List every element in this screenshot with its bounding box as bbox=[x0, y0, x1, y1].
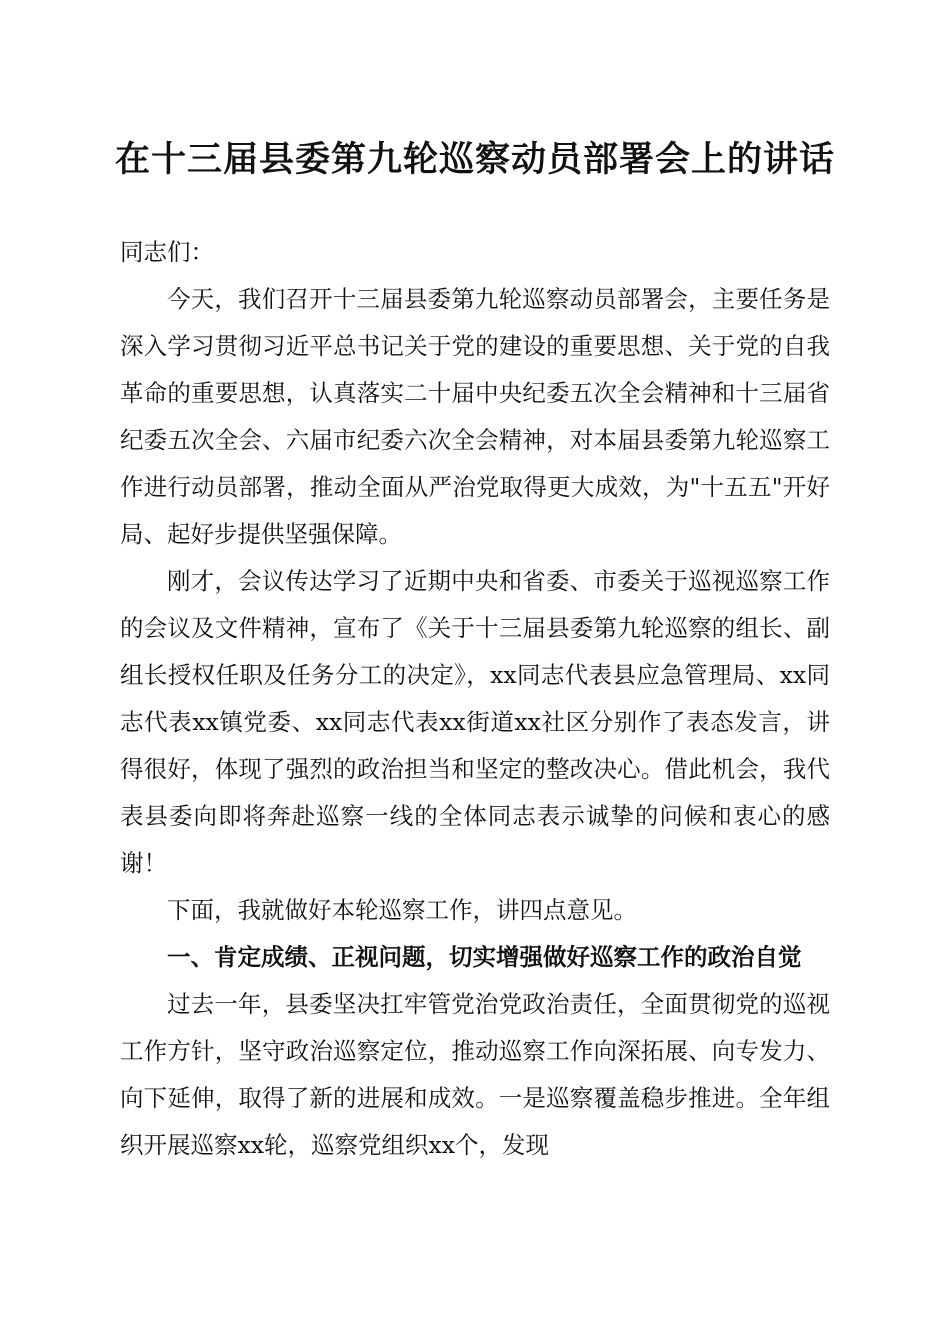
salutation: 同志们： bbox=[120, 238, 214, 266]
paragraph-four-points: 下面，我就做好本轮巡察工作，讲四点意见。 bbox=[167, 896, 637, 924]
paragraph-intro: 今天，我们召开十三届县委第九轮巡察动员部署会，主要任务是深入学习贯彻习近平总书记关于党的建设的重要思想、关于党的自我革命的重要思想，认真落实二十届中央纪委五次全会精神和十三届省纪委五次全会、六届市纪委六次全会精神，对本届县委第九轮巡察工作进行动员部署，推动全面从严治党取得更大成效，为"十五五"开好局、起好步提供坚强保障。 bbox=[120, 285, 830, 548]
paragraph-past-year: 过去一年，县委坚决扛牢管党治党政治责任，全面贯彻党的巡视工作方针，坚守政治巡察定位，推动巡察工作向深拓展、向专发力、向下延伸，取得了新的进展和成效。一是巡察覆盖稳步推进。全年组织开展巡察xx轮，巡察党组织xx个，发现 bbox=[120, 990, 830, 1159]
section-heading-one: 一、肯定成绩、正视问题，切实增强做好巡察工作的政治自觉 bbox=[167, 943, 802, 971]
paragraph-meeting-review: 刚才，会议传达学习了近期中央和省委、市委关于巡视巡察工作的会议及文件精神，宣布了《关于十三届县委第九轮巡察的组长、副组长授权任职及任务分工的决定》，xx同志代表县应急管理局、xx同志代表xx镇党委、xx同志代表xx街道xx社区分别作了表态发言，讲得很好，体现了强烈的政治担当和坚定的整改决心。借此机会，我代表县委向即将奔赴巡察一线的全体同志表示诚挚的问候和衷心的感谢！ bbox=[120, 567, 830, 877]
document-body bbox=[120, 229, 830, 1169]
document-title: 在十三届县委第九轮巡察动员部署会上的讲话 bbox=[114, 139, 835, 180]
